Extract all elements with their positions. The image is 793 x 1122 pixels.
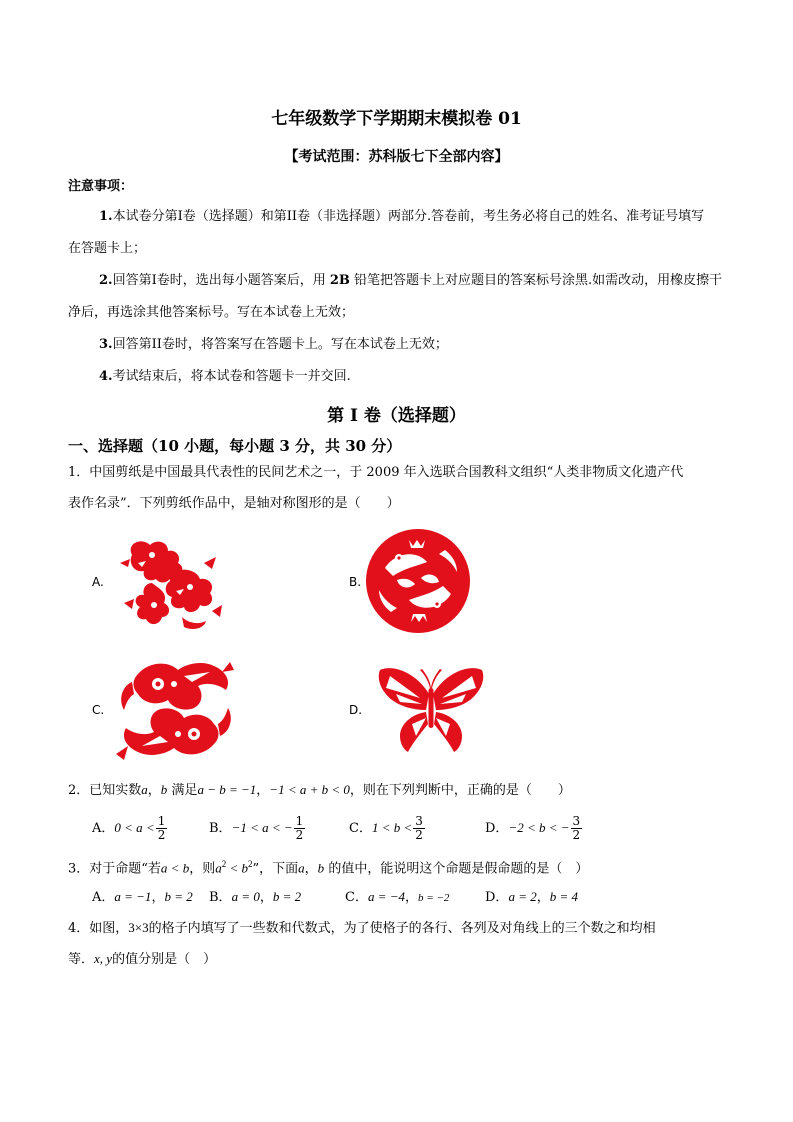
q2-text-c: ，则在下列判断中，正确的是（ ） (349, 783, 571, 798)
q2-choice-b-label: B． (209, 821, 232, 836)
q2-choice-c-label: C． (349, 821, 372, 836)
notice-item-2-cont: 净后，再选涂其他答案标号。写在本试卷上无效； (68, 305, 355, 320)
q3-choice-b-comma: ， (259, 890, 273, 905)
q4-grid-size: 3×3 (128, 920, 149, 935)
notice-item-4 (99, 368, 351, 386)
q3-choice-c (345, 886, 449, 905)
q3-choice-c-label: C． (345, 890, 368, 905)
q3-concl-a: a (215, 860, 222, 876)
q4-text-a: 4．如图， (68, 921, 129, 936)
q3-choice-b-a: a = 0 (231, 889, 260, 904)
q2-text-a: 2．已知实数 (68, 783, 142, 798)
notice-item-2-num: 2. (99, 273, 113, 288)
notice-heading: 注意事项： (68, 179, 134, 194)
q2-choice-a (92, 815, 168, 842)
q2-choice-a-label: A． (92, 821, 115, 836)
q3-choice-b-b: b = 2 (272, 889, 302, 904)
q3-cond: a < b (160, 860, 190, 876)
q3-text-c: ”，下面 (252, 861, 299, 877)
part-title: 一、选择题（10 小题，每小题 3 分，共 30 分） (68, 437, 402, 455)
q2-sep: ， (147, 783, 161, 798)
q1-option-a-label: A. (92, 575, 104, 589)
q3-var-a: a (298, 860, 305, 876)
q2-var-a: a (141, 782, 148, 797)
q2-choice-a-fraction (156, 815, 168, 842)
q2-choice-b-fraction (294, 815, 306, 842)
q3-choice-b (209, 886, 301, 905)
q4-line-2 (68, 950, 216, 969)
q3-choice-a-label: A． (92, 890, 115, 905)
q3-choice-c-comma: ， (405, 890, 419, 905)
q3-choice-a-comma: ， (151, 890, 165, 905)
q2-choice-b-expr: −1 < a < − (231, 820, 293, 835)
q3-choice-d-b: b = 4 (549, 889, 579, 904)
q3-choice-d-comma: ， (536, 890, 550, 905)
fraction-numerator: 1 (295, 814, 304, 828)
q2-choice-c (349, 815, 426, 842)
phoenix-papercut-icon (114, 654, 238, 764)
notice-item-3-text: 回答第II卷时，将答案写在答题卡上。写在本试卷上无效； (112, 337, 448, 352)
q2-cond-1: a − b = −1 (197, 782, 257, 797)
butterfly-papercut-icon (376, 664, 486, 754)
q2-choice-d-label: D． (485, 821, 509, 836)
notice-item-2-text-a: 回答第I卷时，选出每小题答案后，用 (112, 273, 326, 288)
notice-item-1-cont: 在答题卡上； (68, 241, 147, 256)
q1-option-d-label: D. (349, 703, 363, 717)
fraction-numerator: 3 (572, 814, 581, 828)
q2-choice-d (485, 815, 583, 842)
q4-line-1 (68, 919, 656, 938)
q2-sep-2: ， (256, 783, 270, 798)
q3-choice-c-a: a = −4 (367, 889, 405, 904)
q4-line2-b: 的值分别是（ ） (112, 952, 217, 967)
q3-choice-d-a: a = 2 (508, 889, 537, 904)
q3-var-b: b (317, 860, 325, 876)
notice-item-3 (99, 336, 448, 354)
q3-choice-a-b: b = 2 (164, 889, 193, 904)
notice-item-2 (99, 272, 722, 290)
q3-choice-d-label: D． (485, 890, 509, 905)
fish-circle-papercut-icon (365, 528, 471, 634)
q1-option-b-label: B. (349, 575, 362, 589)
q3-choice-a (92, 886, 193, 905)
notice-item-4-num: 4. (99, 369, 113, 384)
q3-choice-a-a: a = −1 (114, 889, 152, 904)
q3-text-a: 3．对于命题“若 (68, 861, 161, 877)
q3-choice-b-label: B． (209, 890, 232, 905)
q3-choice-d (485, 886, 578, 905)
notice-item-3-num: 3. (99, 337, 113, 352)
dragon-papercut-icon (112, 533, 230, 633)
fraction-numerator: 3 (415, 814, 423, 828)
q2-stem (68, 781, 571, 800)
fraction-denominator: 2 (295, 828, 304, 842)
q3-text-d: 的值中，能说明这个命题是假命题的是（ ） (328, 861, 589, 877)
q3-text-b: ，则 (189, 861, 216, 877)
notice-item-1 (99, 208, 704, 226)
exam-scope: 【考试范围：苏科版七下全部内容】 (284, 149, 509, 165)
notice-item-1-text: 本试卷分第I卷（选择题）和第II卷（非选择题）两部分.答卷前，考生务必将自己的姓名、准考证号填写 (112, 209, 705, 224)
notice-item-2-pencil: 2B (329, 273, 350, 288)
q3-concl-sup-1: 2 (221, 859, 227, 869)
q2-var-b: b (160, 782, 168, 797)
q1-line-1: 1．中国剪纸是中国最具代表性的民间艺术之一，于 2009 年入选联合国教科文组织“人类非物质文化遗产代 (68, 465, 684, 480)
q4-text-b: 的格子内填写了一些数和代数式，为了使格子的各行、各列及对角线上的三个数之和均相 (148, 921, 656, 936)
q1-line-2: 表作名录”．下列剪纸作品中，是轴对称图形的是（ ） (68, 496, 400, 511)
fraction-denominator: 2 (572, 828, 581, 842)
q3-stem (68, 855, 588, 878)
q2-choice-a-expr: 0 < a < (114, 820, 155, 835)
fraction-numerator: 1 (157, 814, 166, 828)
fraction-denominator: 2 (415, 828, 423, 842)
q2-cond-2: −1 < a + b < 0 (269, 782, 350, 797)
q2-text-b: 满足 (171, 783, 198, 798)
q2-choice-c-expr: 1 < b < (371, 820, 413, 835)
q3-choice-c-b: b = −2 (418, 892, 450, 904)
notice-item-2-text-c: 铅笔把答题卡上对应题目的答案标号涂黑.如需改动，用橡皮擦干 (354, 273, 723, 288)
q3-concl-sup-2: 2 (248, 859, 253, 869)
q2-choice-b (209, 815, 306, 842)
q3-sep: ， (304, 861, 318, 877)
exam-title: 七年级数学下学期期末模拟卷 01 (271, 109, 522, 129)
q4-vars: x, y (94, 951, 113, 966)
notice-item-1-num: 1. (99, 209, 113, 224)
section-title: 第 I 卷（选择题） (327, 406, 466, 426)
q2-choice-d-expr: −2 < b < − (508, 820, 570, 835)
fraction-denominator: 2 (157, 828, 166, 842)
q4-line2-a: 等． (68, 952, 95, 967)
q2-choice-d-fraction (571, 815, 583, 842)
notice-item-4-text: 考试结束后，将本试卷和答题卡一并交回. (112, 369, 351, 384)
q3-concl-mid: < b (226, 860, 248, 876)
q1-option-c-label: C. (92, 703, 105, 717)
q2-choice-c-fraction (413, 815, 425, 842)
